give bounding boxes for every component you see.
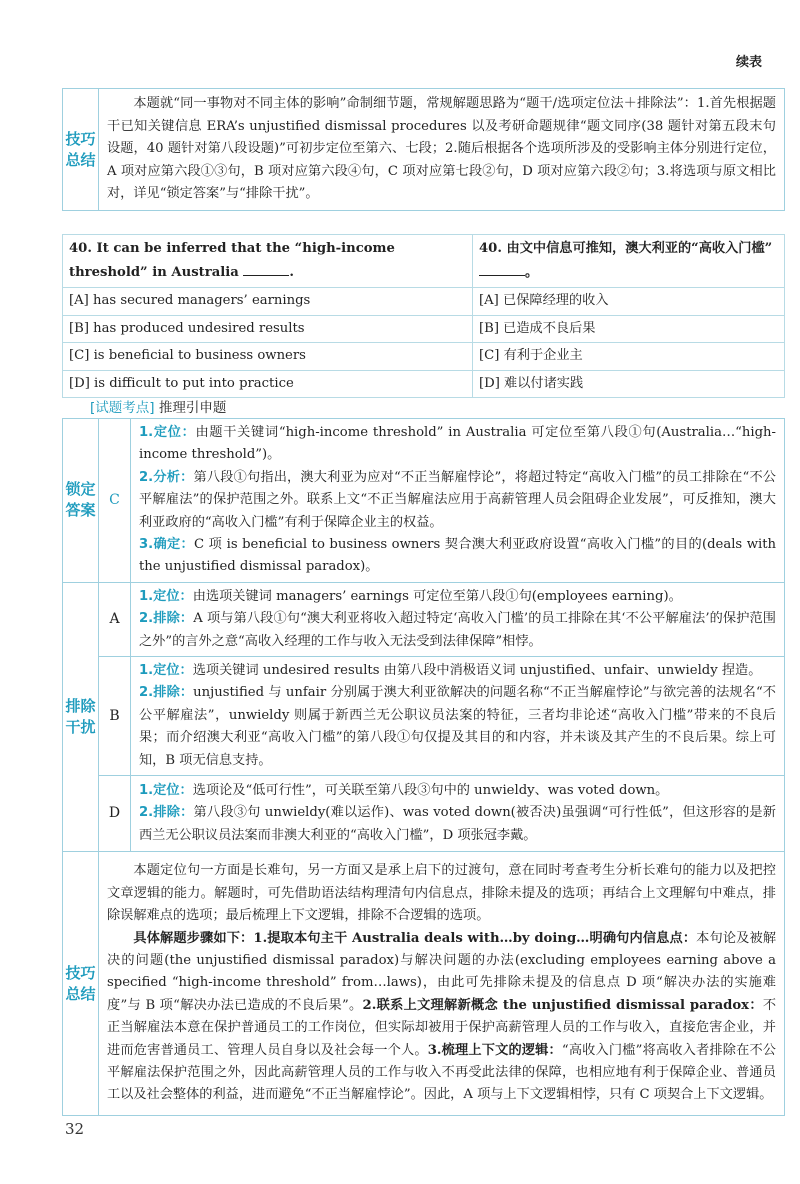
continued-label: 续表 [735, 55, 762, 70]
question-table [62, 234, 785, 398]
bottom-tips-s2-head: 2.联系上文理解新概念 the unjustified dismissal paradox： [362, 997, 763, 1013]
bottom-tips-label-line1: 技巧 [65, 963, 96, 982]
exclude-d-body [131, 776, 785, 852]
option-a-en: [A] has secured managers’ earnings [63, 288, 473, 316]
bottom-tips-s3-text: “高收入门槛”将高收入者排除在不公平解雇法保护范围之外，因此高薪管理人员的工作与收入不再受此法律的保障，也相应地有利于保障企业、普通员工以及社会整体的利益，进而避免“不正当解雇悖论”。因此，A 项与上下文逻辑相悖，只有 C 项契合上下文逻辑。 [107, 1042, 776, 1103]
exclude-label-line1: 排除 [65, 696, 96, 715]
exclude-a-body [131, 582, 785, 656]
exclude-a-step2-text: A 项与第八段①句“澳大利亚将收入超过特定‘高收入门槛’的员工排除在其‘不公平解雇法’的保护范围之外”的言外之意“高收入经理的工作与收入无法受到法律保障”相悖。 [139, 611, 776, 649]
exclude-b-body [131, 657, 785, 776]
bottom-tips-lead: 具体解题步骤如下： [133, 930, 254, 946]
exclude-label-line2: 干扰 [65, 717, 96, 736]
top-tips-text: 本题就“同一事物对不同主体的影响”命制细节题，常规解题思路为“题干/选项定位法＋排除法”：1.首先根据题干已知关键信息 ERA’s unjustified dismissal procedures 以及考研命题规律“题文同序(38 题针对第五段末句设题，40 题针对第八段设题)”可初步定位至第六、七段；2.随后根据各个选项所涉及的受影响主体分别进行定位，A 项对应第六段①③句，B 项对应第六段④句，C 项对应第七段②句，D 项对应第六段②句；3.将选项与原文相比对，详见“锁定答案”与“排除干扰”。 [107, 96, 776, 202]
answer-analysis-table [62, 418, 785, 1116]
lock-body [131, 419, 785, 583]
exclude-b-step2-head: 2.排除： [139, 685, 194, 701]
exclude-d-step1-head: 1.定位： [139, 782, 193, 798]
exam-point-tag: [试题考点] [90, 400, 155, 416]
bottom-tips-label [63, 852, 99, 1116]
exclude-d-step2-text: 第八段③句 unwieldy(难以运作)、was voted down(被否决)虽强调“可行性低”，但这形容的是新西兰无公职议员法案而非澳大利亚的“高收入门槛”，D 项张冠李戴。 [139, 805, 776, 843]
option-a-zh: [A] 已保障经理的收入 [473, 288, 785, 316]
option-b-en: [B] has produced undesired results [63, 315, 473, 343]
exam-point [90, 397, 226, 419]
option-d-zh: [D] 难以付诸实践 [473, 370, 785, 398]
question-stem-en: 40. It can be inferred that the “high-income threshold” in Australia . [63, 235, 473, 288]
bottom-tips-p1: 本题定位句一方面是长难句，另一方面又是承上启下的过渡句，意在同时考查考生分析长难句的能力以及把控文章逻辑的能力。解题时，可先借助语法结构理清句内信息点，排除未提及的选项；再结合上文理解句中难点，排除误解难点的选项；最后梳理上下文逻辑，排除不合逻辑的选项。 [107, 863, 776, 924]
exclude-a-option: A [99, 582, 131, 656]
exam-point-text: 推理引申题 [158, 400, 227, 416]
exclude-a-step2-head: 2.排除： [139, 611, 194, 627]
lock-step2-text: 第八段①句指出，澳大利亚为应对“不正当解雇悖论”，将超过特定“高收入门槛”的员工排除在“不公平解雇法”的保护范围之外。联系上文“不正当解雇法应用于高薪管理人员会阻碍企业发展”，可反推知，澳大利亚政府的“高收入门槛”有利于保障企业主的权益。 [139, 469, 776, 530]
tips-label [63, 89, 99, 211]
answer-blank [243, 262, 289, 276]
exclude-a-step1-text: 由选项关键词 managers’ earnings 可定位至第八段①句(employees earning)。 [192, 588, 682, 604]
bottom-tips-label-line2: 总结 [65, 984, 96, 1003]
exclude-b-step2-text: unjustified 与 unfair 分别属于澳大利亚欲解决的问题名称“不正当解雇悖论”与欲完善的法规名“不公平解雇法”，unwieldy 则属于新西兰无公职议员法案的特征，三者均非论述“高收入门槛”带来的不良后果；而介绍澳大利亚“高收入门槛”的第八段①句仅提及其目的和内容，并未谈及其产生的不良后果。综上可知，B 项无信息支持。 [139, 685, 776, 768]
lock-step3-text: C 项 is beneficial to business owners 契合澳大利亚政府设置“高收入门槛”的目的(deals with the unjustified dismissal paradox)。 [139, 537, 776, 575]
lock-step1-text: 由题干关键词“high-income threshold” in Australia 可定位至第八段①句(Australia…“high-income threshold”)。 [139, 425, 776, 463]
lock-label-line2: 答案 [65, 501, 96, 520]
top-tips-box [62, 88, 785, 211]
tips-label-line1: 技巧 [65, 129, 96, 148]
option-d-en: [D] is difficult to put into practice [63, 370, 473, 398]
lock-answer-label [63, 419, 99, 583]
option-c-zh: [C] 有利于企业主 [473, 343, 785, 371]
exclude-b-option: B [99, 657, 131, 776]
bottom-tips-p2 [107, 928, 776, 1107]
bottom-tips-s3-head: 3.梳理上下文的逻辑： [427, 1042, 562, 1058]
exclude-d-step1-text: 选项论及“低可行性”，可关联至第八段③句中的 unwieldy、was voted down。 [192, 782, 669, 798]
exclude-d-option: D [99, 776, 131, 852]
exclude-d-step2-head: 2.排除： [139, 805, 194, 821]
page-number: 32 [65, 1120, 85, 1138]
bottom-tips-s1-head: 1.提取本句主干 Australia deals with…by doing…明确句内信息点： [253, 930, 697, 946]
exclude-a-step1-head: 1.定位： [139, 588, 193, 604]
option-b-zh: [B] 已造成不良后果 [473, 315, 785, 343]
lock-step2-head: 2.分析： [139, 469, 194, 485]
exclude-b-step1-text: 选项关键词 undesired results 由第八段中消极语义词 unjustified、unfair、unwieldy 捏造。 [192, 663, 762, 679]
bottom-tips-s2-text: 不正当解雇法本意在保护普通员工的工作岗位，但实际却被用于保护高薪管理人员的工作与收入，直接危害企业，并进而危害普通员工、管理人员自身以及社会每一个人。 [107, 997, 776, 1058]
exclude-b-step1-head: 1.定位： [139, 663, 193, 679]
answer-blank-zh [479, 262, 525, 276]
lock-option: C [99, 419, 131, 583]
option-c-en: [C] is beneficial to business owners [63, 343, 473, 371]
lock-step3-head: 3.确定： [139, 537, 195, 553]
lock-step1-head: 1.定位： [139, 425, 196, 440]
bottom-tips-s1-text: 本句论及被解决的问题(the unjustified dismissal paradox)与解决问题的办法(excluding employees earning above a specified “high-income threshold” from…laws)，由此可先排除未提及的信息点 D 项“解决办法的实施难度”与 B 项“解决办法已造成的不良后果”。 [107, 930, 777, 1013]
question-stem-zh: 40. 由文中信息可推知，澳大利亚的“高收入门槛”。 [473, 235, 785, 288]
exclude-label [63, 582, 99, 851]
tips-label-line2: 总结 [65, 150, 96, 169]
lock-label-line1: 锁定 [65, 480, 96, 499]
